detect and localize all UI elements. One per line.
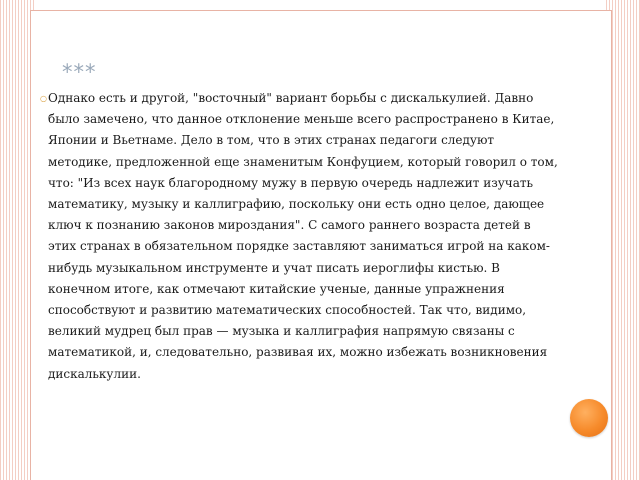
left-stripe-decoration — [0, 0, 34, 480]
orange-circle-icon — [570, 399, 608, 437]
slide-title: *** — [62, 60, 97, 84]
paragraph-text: Однако есть и другой, "восточный" вариант борьбы с дискалькулией. Давно было замечено, что данное отклонение меньше всего распространено в Китае, Японии и Вьетнаме. Дело в том, что в этих странах педагоги следуют методике, предложенной еще знаменитым Конфуцием, который говорил о том, что: "Из всех наук благородному мужу в первую очередь надлежит изучать математику, музыку и каллиграфию, поскольку они есть одно целое, дающее ключ к познанию законов мироздания". С самого раннего возраста детей в этих странах в обязательном порядке заставляют заниматься игрой на каком-нибудь музыкальном инструменте и учат писать иероглифы кистью. В конечном итоге, как отмечают китайские ученые, данные упражнения способствуют и развитию математических способностей. Так что, видимо, великий мудрец был прав — музыка и каллиграфия напрямую связаны с математикой, и, следовательно, развивая их, можно избежать возникновения дискалькулии. — [48, 91, 558, 381]
slide-content — [40, 88, 560, 385]
bullet-icon: ○ — [40, 94, 47, 103]
